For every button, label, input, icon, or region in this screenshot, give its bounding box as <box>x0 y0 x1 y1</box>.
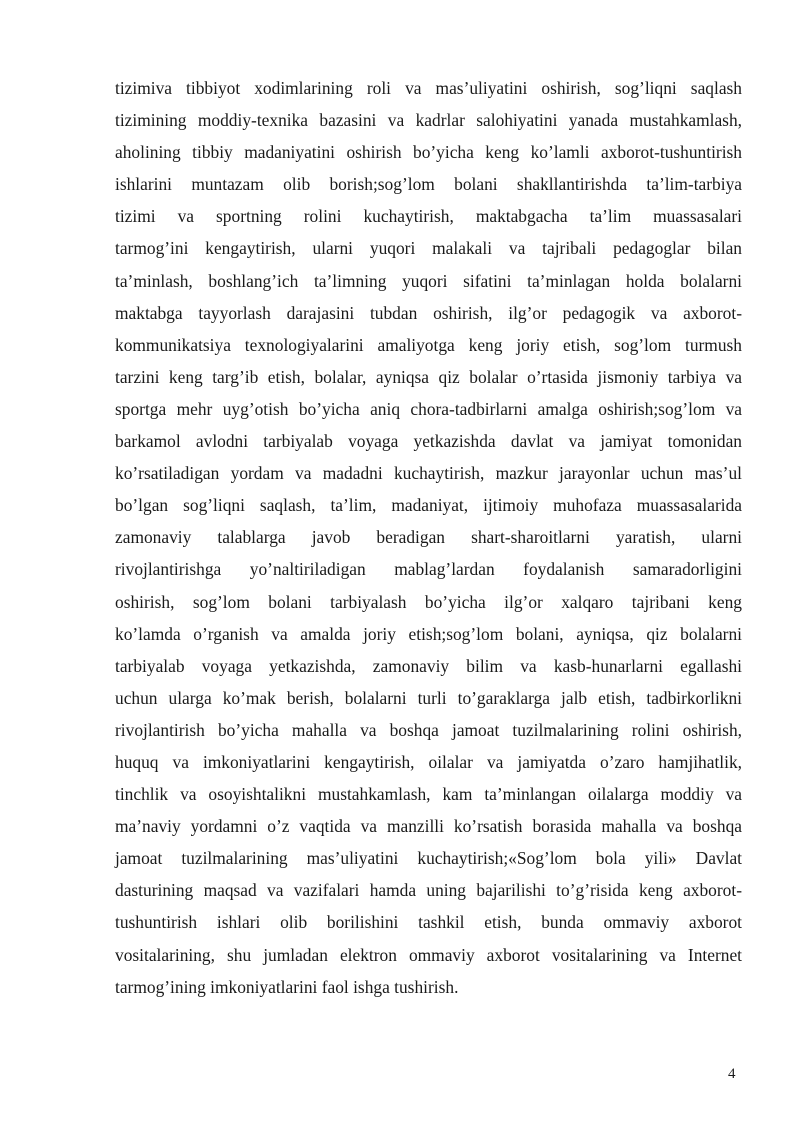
text-line: rivojlantirishga yo’naltiriladigan mablag’lardan foydalanish samaradorligini <box>115 559 742 580</box>
text-line: bo’lgan sog’liqni saqlash, ta’lim, madaniyat, ijtimoiy muhofaza muassasalarida <box>115 495 742 516</box>
text-line-last: tarmog’ining imkoniyatlarini faol ishga tushirish. <box>115 976 459 997</box>
text-line: uchun ularga ko’mak berish, bolalarni turli to’garaklarga jalb etish, tadbirkorlikni <box>115 687 742 708</box>
text-line: zamonaviy talablarga javob beradigan shart-sharoitlarni yaratish, ularni <box>115 527 742 548</box>
text-line: kommunikatsiya texnologiyalarini amaliyotga keng joriy etish, sog’lom turmush <box>115 334 742 355</box>
text-line: ta’minlash, boshlang’ich ta’limning yuqori sifatini ta’minlagan holda bolalarni <box>115 270 742 291</box>
text-line: jamoat tuzilmalarining mas’uliyatini kuchaytirish;«Sog’lom bola yili» Davlat <box>115 848 742 869</box>
text-line: tarbiyalab voyaga yetkazishda, zamonaviy bilim va kasb-hunarlarni egallashi <box>115 655 742 676</box>
text-line: ma’naviy yordamni o’z vaqtida va manzilli ko’rsatish borasida mahalla va boshqa <box>115 816 742 837</box>
text-line: tarzini keng targ’ib etish, bolalar, ayniqsa qiz bolalar o’rtasida jismoniy tarbiya va <box>115 366 742 387</box>
text-line: oshirish, sog’lom bolani tarbiyalash bo’yicha ilg’or xalqaro tajribani keng <box>115 591 742 612</box>
text-line: tarmog’ini kengaytirish, ularni yuqori malakali va tajribali pedagoglar bilan <box>115 238 742 259</box>
text-line: tizimiva tibbiyot xodimlarining roli va mas’uliyatini oshirish, sog’liqni saqlash <box>115 78 742 98</box>
text-line: dasturining maqsad va vazifalari hamda uning bajarilishi to’g’risida keng axborot- <box>115 880 742 901</box>
text-line: tizimi va sportning rolini kuchaytirish, maktabgacha ta’lim muassasalari <box>115 206 742 227</box>
text-line: rivojlantirish bo’yicha mahalla va boshqa jamoat tuzilmalarining rolini oshirish, <box>115 719 742 740</box>
text-line: sportga mehr uyg’otish bo’yicha aniq chora-tadbirlarni amalga oshirish;sog’lom va <box>115 398 742 419</box>
body-text <box>115 72 742 1003</box>
text-line: barkamol avlodni tarbiyalab voyaga yetkazishda davlat va jamiyat tomonidan <box>115 431 742 452</box>
text-line: huquq va imkoniyatlarini kengaytirish, oilalar va jamiyatda o’zaro hamjihatlik, <box>115 751 742 772</box>
page-number: 4 <box>728 1066 736 1082</box>
text-line: tinchlik va osoyishtalikni mustahkamlash, kam ta’minlangan oilalarga moddiy va <box>115 784 742 805</box>
text-line: ishlarini muntazam olib borish;sog’lom bolani shakllantirishda ta’lim-tarbiya <box>115 174 742 195</box>
text-line: tizimining moddiy-texnika bazasini va kadrlar salohiyatini yanada mustahkamlash, <box>115 110 742 131</box>
text-line: ko’rsatiladigan yordam va madadni kuchaytirish, mazkur jarayonlar uchun mas’ul <box>115 463 742 484</box>
text-line: ko’lamda o’rganish va amalda joriy etish;sog’lom bolani, ayniqsa, qiz bolalarni <box>115 623 742 644</box>
text-line: maktabga tayyorlash darajasini tubdan oshirish, ilg’or pedagogik va axborot- <box>115 302 742 323</box>
text-line: vositalarining, shu jumladan elektron ommaviy axborot vositalarining va Internet <box>115 944 742 965</box>
text-line: tushuntirish ishlari olib borilishini tashkil etish, bunda ommaviy axborot <box>115 912 742 933</box>
text-line: aholining tibbiy madaniyatini oshirish bo’yicha keng ko’lamli axborot-tushuntirish <box>115 142 742 163</box>
